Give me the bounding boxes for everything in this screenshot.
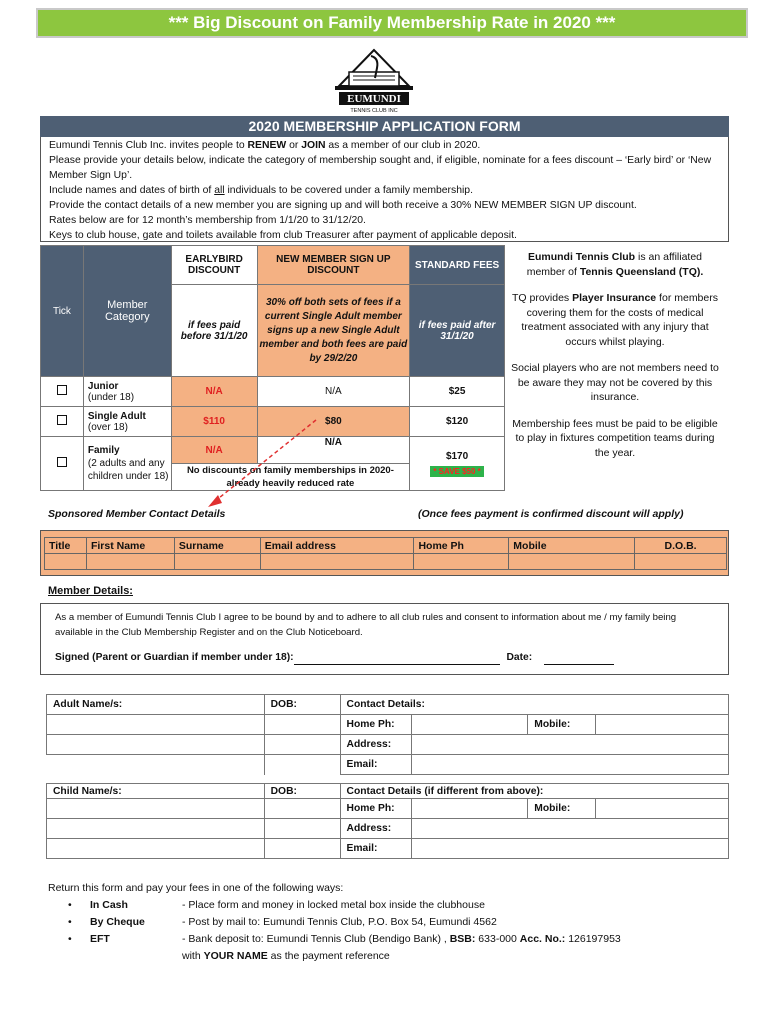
tick-checkbox[interactable] xyxy=(41,407,84,437)
earlybird-price: N/A xyxy=(171,437,257,464)
family-note: No discounts on family memberships in 2020-already heavily reduced rate xyxy=(171,464,409,491)
tick-header: Tick xyxy=(41,246,84,377)
child-dob-field[interactable] xyxy=(264,799,340,819)
child-home-ph-field[interactable] xyxy=(412,799,528,819)
table-row: Junior (under 18) N/A N/A $25 xyxy=(41,377,505,407)
new-member-price: $80 xyxy=(257,407,410,437)
bullet-icon: • xyxy=(68,899,72,911)
adult-home-ph-label: Home Ph: xyxy=(340,715,412,735)
table-row: Single Adult (over 18) $110 $80 $120 xyxy=(41,407,505,437)
col-dob: D.O.B. xyxy=(635,538,727,554)
agreement-box xyxy=(40,603,729,675)
first-name-field[interactable] xyxy=(86,554,174,570)
child-name-field[interactable] xyxy=(47,819,265,839)
email-field[interactable] xyxy=(260,554,414,570)
list-item: • EFT - Bank deposit to: Eumundi Tennis Club (Bendigo Bank) , BSB: 633-000 Acc. No.: 126197953 xyxy=(48,931,728,948)
discount-note: (Once fees payment is confirmed discount will apply) xyxy=(418,508,684,520)
promo-banner: *** Big Discount on Family Membership Rate in 2020 *** xyxy=(36,8,748,38)
col-first-name: First Name xyxy=(86,538,174,554)
signature-line[interactable] xyxy=(294,664,500,665)
child-names-label: Child Name/s: xyxy=(47,784,265,799)
standard-price: $120 xyxy=(410,407,505,437)
adult-address-field[interactable] xyxy=(412,735,729,755)
standard-note: if fees paid after 31/1/20 xyxy=(410,285,505,377)
dashed-arrow-icon xyxy=(200,410,330,510)
adult-email-field[interactable] xyxy=(412,755,729,775)
category-name: Family xyxy=(87,445,120,456)
child-dob-label: DOB: xyxy=(264,784,340,799)
adult-email-label: Email: xyxy=(340,755,412,775)
category-name: Single Adult xyxy=(87,410,146,422)
club-logo xyxy=(331,48,417,114)
svg-text:TENNIS CLUB INC: TENNIS CLUB INC xyxy=(350,108,398,114)
tick-checkbox[interactable] xyxy=(41,377,84,407)
col-home-ph: Home Ph xyxy=(414,538,509,554)
child-name-field[interactable] xyxy=(47,799,265,819)
standard-price: $25 xyxy=(410,377,505,407)
adult-details-table xyxy=(46,694,729,775)
adult-dob-field[interactable] xyxy=(264,715,340,735)
standard-header: STANDARD FEES xyxy=(410,246,505,285)
insurance-info: Eumundi Tennis Club is an affiliated member of Tennis Queensland (TQ). TQ provides Player Insurance for members covering them for the costs of medical treatment associated with any injury that occurs whilst playing. Social players who are not members need to be aware they may not be covered by this insurance. Membership fees must be paid to be eligible to play in fixtures competition teams during the year. xyxy=(511,251,719,459)
adult-name-field[interactable] xyxy=(47,735,265,755)
date-line[interactable] xyxy=(544,664,614,665)
child-email-field[interactable] xyxy=(412,839,729,859)
child-address-label: Address: xyxy=(340,819,412,839)
earlybird-note: if fees paid before 31/1/20 xyxy=(171,285,257,377)
adult-address-label: Address: xyxy=(340,735,412,755)
child-email-label: Email: xyxy=(340,839,412,859)
child-address-field[interactable] xyxy=(412,819,729,839)
standard-price: $170 xyxy=(445,450,469,462)
child-dob-field[interactable] xyxy=(264,839,340,859)
adult-contact-label: Contact Details: xyxy=(340,695,728,715)
earlybird-price: $110 xyxy=(171,407,257,437)
payment-instructions: Return this form and pay your fees in one of the following ways: • In Cash - Place form and money in locked metal box inside the clubhouse • By Cheque - Post by mail to: Eumundi Tennis Club, P.O. Box 54, Eumundi 4562 • EFT - Bank deposit to: Eumundi Tennis Club (Bendigo Bank) , BSB: 633-000 Acc. No.: 126197953 with YOUR NAME as the payment reference xyxy=(48,880,728,965)
sponsored-member-table xyxy=(40,530,729,576)
title-field[interactable] xyxy=(45,554,87,570)
agreement-text: As a member of Eumundi Tennis Club I agree to be bound by and to adhere to all club rules and consent to information about me / my family being available in the Club Membership Register and on the Club Noticeboard. xyxy=(55,612,677,638)
adult-names-label: Adult Name/s: xyxy=(47,695,265,715)
list-item: • In Cash - Place form and money in locked metal box inside the clubhouse xyxy=(48,897,728,914)
signed-label: Signed (Parent or Guardian if member under 18): xyxy=(55,652,294,663)
svg-text:EUMUNDI: EUMUNDI xyxy=(347,93,401,105)
adult-dob-field[interactable] xyxy=(264,735,340,755)
earlybird-header: EARLYBIRD DISCOUNT xyxy=(171,246,257,285)
child-dob-field[interactable] xyxy=(264,819,340,839)
child-mobile-field[interactable] xyxy=(596,799,729,819)
new-member-note: 30% off both sets of fees if a current Single Adult member signs up a new Single Adult member and both fees are paid by 29/2/20 xyxy=(257,285,410,377)
child-home-ph-label: Home Ph: xyxy=(340,799,412,819)
adult-name-field[interactable] xyxy=(47,715,265,735)
new-member-price: N/A xyxy=(257,377,410,407)
bullet-icon: • xyxy=(68,916,72,928)
col-mobile: Mobile xyxy=(509,538,635,554)
table-row[interactable] xyxy=(45,554,727,570)
adult-mobile-field[interactable] xyxy=(596,715,729,735)
col-title: Title xyxy=(45,538,87,554)
table-row: Family (2 adults and any children under 18) N/A N/A $170 * SAVE $50 * xyxy=(41,437,505,464)
col-surname: Surname xyxy=(174,538,260,554)
adult-dob-label: DOB: xyxy=(264,695,340,715)
earlybird-price: N/A xyxy=(171,377,257,407)
list-item: • By Cheque - Post by mail to: Eumundi Tennis Club, P.O. Box 54, Eumundi 4562 xyxy=(48,914,728,931)
category-name: Junior xyxy=(87,380,119,392)
bullet-icon: • xyxy=(68,933,72,945)
payment-intro: Return this form and pay your fees in one of the following ways: xyxy=(48,882,344,894)
surname-field[interactable] xyxy=(174,554,260,570)
save-badge: * SAVE $50 * xyxy=(430,466,483,477)
new-member-price: N/A xyxy=(257,437,410,464)
child-name-field[interactable] xyxy=(47,839,265,859)
tick-checkbox[interactable] xyxy=(41,437,84,491)
child-details-table xyxy=(46,783,729,859)
sponsored-label: Sponsored Member Contact Details xyxy=(48,508,226,520)
adult-mobile-label: Mobile: xyxy=(528,715,596,735)
child-mobile-label: Mobile: xyxy=(528,799,596,819)
intro-text: Eumundi Tennis Club Inc. invites people to RENEW or JOIN as a member of our club in 2020. Please provide your details below, indicate the category of membership sought and, if eligible, nominate for a fees discount – ‘Early bird’ or ‘New Member Sign Up’. Include names and dates of birth of all individuals to be covered under a family membership. Provide the contact details of a new member you are signing up and will both receive a 30% NEW MEMBER SIGN UP discount. Rates below are for 12 month’s membership from 1/1/20 to 31/12/20. Keys to club house, gate and toilets available from club Treasurer after payment of applicable deposit. xyxy=(40,137,729,242)
member-category-header: Member Category xyxy=(83,246,171,377)
home-ph-field[interactable] xyxy=(414,554,509,570)
member-details-label: Member Details: xyxy=(48,585,133,597)
mobile-field[interactable] xyxy=(509,554,635,570)
child-contact-label: Contact Details (if different from above): xyxy=(340,784,728,799)
dob-field[interactable] xyxy=(635,554,727,570)
adult-home-ph-field[interactable] xyxy=(412,715,528,735)
date-label: Date: xyxy=(506,652,533,663)
col-email: Email address xyxy=(260,538,414,554)
form-title: 2020 MEMBERSHIP APPLICATION FORM xyxy=(40,116,729,137)
new-member-header: NEW MEMBER SIGN UP DISCOUNT xyxy=(257,246,410,285)
